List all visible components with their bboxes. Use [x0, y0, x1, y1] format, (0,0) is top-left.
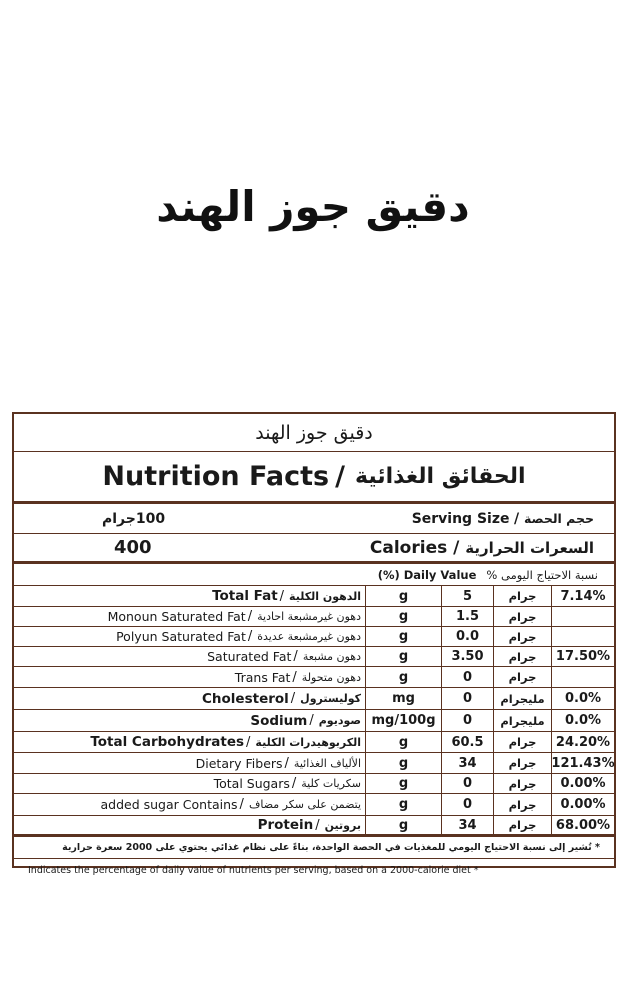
nutrient-name-ar: يتضمن على سكر مضاف [248, 798, 361, 811]
nutrient-name-en: Total Sugars [213, 776, 290, 791]
nutrient-name-en: Total Carbohydrates [90, 734, 245, 750]
nutrient-row [14, 607, 614, 627]
nutrient-row [14, 688, 614, 710]
nutrient-daily-pct: 0.0% [564, 713, 602, 728]
nutrient-daily-pct [552, 627, 614, 646]
product-name: دقيق جوز الهند [255, 421, 373, 444]
nutrient-row [14, 647, 614, 667]
nutrient-name [14, 732, 366, 752]
nutrient-name-en: Dietary Fibers [195, 755, 283, 771]
nutrient-name-en: Total Fat [212, 588, 278, 604]
nutrient-amount: 60.5 [442, 732, 494, 752]
nutrient-daily-pct: 121.43% [551, 755, 615, 771]
nutrient-unit: g [366, 732, 442, 752]
nutrient-slash: / [247, 609, 253, 624]
nutrient-unit-ar: جرام [494, 732, 552, 752]
nutrient-unit: g [366, 647, 442, 666]
nutrient-name [14, 607, 366, 626]
nutrient-slash: / [292, 669, 297, 685]
nutrient-slash: / [284, 755, 289, 771]
nutrient-name [14, 647, 366, 666]
serving-size-label [412, 511, 594, 527]
nutrient-daily-pct [552, 667, 614, 687]
nutrient-row [14, 627, 614, 647]
calories-ar: السعرات الحرارية [465, 538, 594, 557]
product-name-row [14, 414, 614, 452]
nutrient-slash: / [246, 734, 251, 750]
nutrient-row [14, 753, 614, 774]
calories-slash: / [453, 537, 466, 558]
nutrient-name [14, 667, 366, 687]
nutrient-daily-pct [552, 607, 614, 626]
nutrient-daily-pct: 0.00% [560, 797, 606, 812]
nutrient-amount: 5 [442, 586, 494, 606]
nutrient-unit-ar: جرام [494, 647, 552, 666]
nutrient-unit: g [366, 586, 442, 606]
nutrient-daily-pct: 68.00% [555, 817, 611, 833]
footnote-ar [14, 837, 614, 859]
nutrient-daily-pct: 0.0% [564, 691, 602, 706]
daily-value-row [14, 564, 614, 586]
nutrient-amount: 0 [442, 774, 494, 793]
calories-row [14, 534, 614, 564]
daily-value-label [378, 568, 598, 582]
nutrient-row [14, 667, 614, 688]
nutrient-name-ar: دهون غيرمشبعة عديدة [257, 630, 361, 643]
nutrient-slash: / [279, 588, 285, 604]
nutrient-unit-ar: مليجرام [494, 688, 552, 709]
nutrient-row [14, 816, 614, 837]
nutrient-name-en: Polyun Saturated Fat [116, 629, 246, 644]
nutrient-unit-ar: جرام [494, 774, 552, 793]
nutrient-slash: / [293, 649, 298, 664]
serving-size-value: 100جرام [102, 510, 166, 527]
nutrient-name-ar: صوديوم [318, 714, 361, 727]
nutrient-slash: / [239, 797, 244, 812]
serving-size-row [14, 504, 614, 534]
footnote-ar-text: * تُشير إلى نسبة الاحتياج اليومي للمغذيات في الحصة الواحدة، بناءً على نظام غذائي يحتوي على 2000 سعرة حرارية [62, 842, 600, 853]
nutrient-unit: mg/100g [366, 710, 442, 731]
nutrient-unit: g [366, 774, 442, 793]
nutrient-unit: g [366, 816, 442, 834]
nutrient-amount: 0 [442, 710, 494, 731]
nutrient-unit-ar: جرام [494, 753, 552, 773]
nutrient-name-ar: كوليسترول [300, 692, 361, 705]
nutrient-slash: / [309, 713, 314, 728]
nutrient-name-ar: سكريات كلية [301, 777, 361, 790]
nutrient-name-ar: الألياف الغذائية [293, 756, 361, 770]
nutrient-name [14, 753, 366, 773]
calories-value: 400 [114, 537, 152, 558]
nutrient-name [14, 627, 366, 646]
nutrient-amount: 1.5 [442, 607, 494, 626]
nutrient-name [14, 586, 366, 606]
nutrient-unit: g [366, 607, 442, 626]
nutrient-slash: / [291, 776, 297, 791]
nutrient-name-ar: دهون غيرمشبعة احادية [257, 610, 361, 623]
nutrient-name-ar: الدهون الكلية [289, 589, 361, 603]
nutrient-unit-ar: جرام [494, 667, 552, 687]
footnote-en-text: Indicates the percentage of daily value of nutrients per serving, based on a 2000-calorie diet * [28, 864, 479, 876]
nutrient-name-en: Monoun Saturated Fat [107, 609, 246, 624]
nutrient-unit: mg [366, 688, 442, 709]
nutrient-unit: g [366, 794, 442, 815]
nutrient-name-en: Saturated Fat [207, 649, 292, 664]
daily-value-en: (%) Daily Value [377, 567, 477, 582]
nutrient-name [14, 794, 366, 815]
page-title: دقيق جوز الهند [156, 182, 470, 231]
nutrient-unit: g [366, 627, 442, 646]
nutrition-facts-heading [14, 452, 614, 504]
nutrient-name-en: Sodium [250, 712, 308, 729]
nutrient-name-ar: دهون مشبعة [302, 650, 361, 663]
nutrient-amount: 0 [442, 688, 494, 709]
serving-size-en: Serving Size [411, 510, 510, 527]
footnote-en [14, 859, 614, 881]
nutrient-unit-ar: جرام [494, 794, 552, 815]
nutrient-name [14, 710, 366, 731]
nutrient-row [14, 732, 614, 753]
heading-slash: / [335, 461, 345, 492]
nutrient-unit-ar: جرام [494, 627, 552, 646]
nutrient-unit-ar: مليجرام [494, 710, 552, 731]
serving-size-ar: حجم الحصة [523, 510, 594, 526]
nutrient-name [14, 688, 366, 709]
nutrient-unit-ar: جرام [494, 816, 552, 834]
nutrient-name [14, 774, 366, 793]
nutrient-slash: / [315, 817, 320, 833]
nutrient-name-en: Protein [257, 817, 314, 833]
nutrient-name [14, 816, 366, 834]
nutrient-slash: / [247, 629, 253, 644]
nutrient-row [14, 794, 614, 816]
nutrient-unit-ar: جرام [494, 607, 552, 626]
nutrient-amount: 34 [442, 753, 494, 773]
nutrient-name-en: Trans Fat [234, 669, 291, 685]
serving-slash: / [513, 510, 524, 527]
nutrient-amount: 0 [442, 794, 494, 815]
nutrient-amount: 0.0 [442, 627, 494, 646]
nutrient-amount: 34 [442, 816, 494, 834]
nutrient-daily-pct: 0.00% [560, 776, 606, 791]
nutrient-row [14, 710, 614, 732]
nutrient-unit: g [366, 667, 442, 687]
nutrient-amount: 0 [442, 667, 494, 687]
nutrient-name-ar: دهون متحولة [301, 670, 361, 684]
nutrient-unit: g [366, 753, 442, 773]
nutrient-name-en: added sugar Contains [100, 797, 238, 812]
nutrient-daily-pct: 24.20% [555, 734, 611, 750]
calories-en: Calories [369, 537, 448, 558]
nutrient-name-ar: الكربوهيدرات الكلية [255, 735, 361, 749]
daily-value-ar: % نسبة الاحتياج اليومى [486, 567, 598, 582]
nutrient-unit-ar: جرام [494, 586, 552, 606]
facts-heading-en: Nutrition Facts [102, 461, 330, 492]
nutrition-label [12, 412, 616, 876]
nutrient-amount: 3.50 [442, 647, 494, 666]
nutrient-daily-pct: 17.50% [555, 649, 611, 664]
facts-heading-ar: الحقائق الغذائية [355, 464, 526, 489]
nutrient-row [14, 586, 614, 607]
calories-label [370, 538, 594, 558]
nutrient-row [14, 774, 614, 794]
nutrient-name-ar: بروتين [324, 818, 361, 832]
nutrient-name-en: Cholesterol [202, 690, 289, 707]
nutrient-slash: / [290, 691, 296, 706]
nutrient-daily-pct: 7.14% [560, 588, 606, 604]
